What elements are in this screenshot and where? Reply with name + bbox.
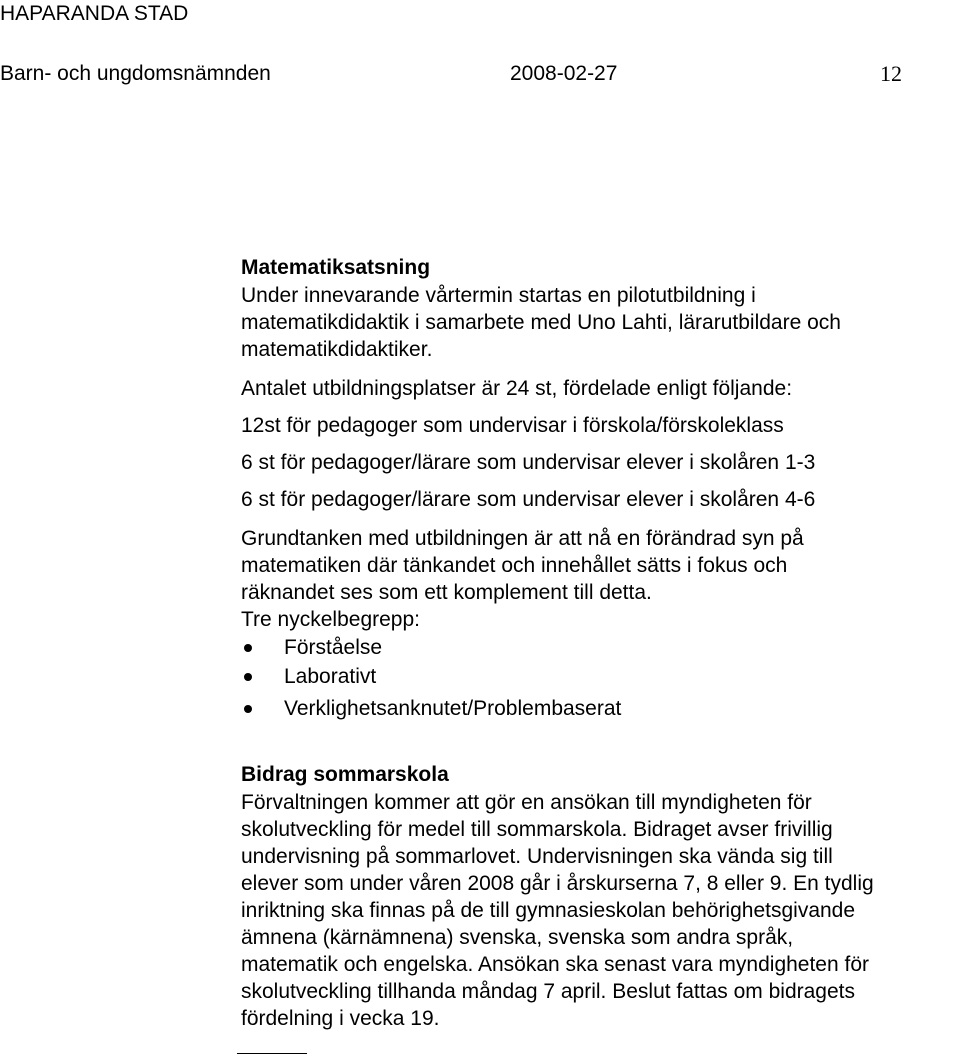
text-line: elever som under våren 2008 går i årskurserna 7, 8 eller 9. En tydlig [241, 872, 874, 895]
list-item [241, 633, 956, 662]
text-line: matematikdidaktiker. [241, 338, 433, 361]
department-name: Barn- och ungdomsnämnden [0, 62, 271, 85]
allocation-intro: Antalet utbildningsplatser är 24 st, fördelade enligt följande: [241, 377, 793, 400]
municipality-name: HAPARANDA STAD [0, 2, 189, 25]
text-line: skolutveckling tillhanda måndag 7 april. Beslut fattas om bidragets [241, 980, 856, 1003]
key-concepts-list [241, 633, 956, 723]
text-line: fördelning i vecka 19. [241, 1007, 440, 1030]
text-line: Under innevarande vårtermin startas en pilotutbildning i [241, 284, 756, 307]
list-item [241, 662, 956, 691]
section-heading-summer-school: Bidrag sommarskola [241, 763, 449, 786]
document-date: 2008-02-27 [510, 62, 618, 85]
allocation-item: 12st för pedagoger som undervisar i förskola/förskoleklass [241, 414, 784, 437]
section-heading-math: Matematiksatsning [241, 256, 431, 279]
intro-paragraph [241, 282, 956, 363]
list-item-label: Laborativt [284, 665, 377, 688]
bullet-icon [244, 705, 252, 713]
idea-paragraph [241, 525, 956, 633]
text-line: inriktning ska finnas på de till gymnasieskolan behörighetsgivande [241, 899, 856, 922]
section-summer-school [241, 761, 956, 1032]
page-number: 12 [880, 61, 902, 86]
text-line: undervisning på sommarlovet. Undervisningen ska vända sig till [241, 845, 833, 868]
allocation-item: 6 st för pedagoger/lärare som undervisar elever i skolåren 1-3 [241, 451, 816, 474]
text-line: skolutveckling för medel till sommarskola. Bidraget avser frivillig [241, 818, 833, 841]
footer-divider [237, 1053, 307, 1054]
text-line: räknandet ses som ett komplement till detta. [241, 581, 652, 604]
list-item [241, 694, 956, 723]
document-body [241, 254, 956, 1032]
key-concepts-label: Tre nyckelbegrepp: [241, 608, 420, 631]
text-line: matematik och engelska. Ansökan ska senast vara myndigheten för [241, 953, 870, 976]
text-line: Förvaltningen kommer att gör en ansökan till myndigheten för [241, 791, 812, 814]
text-line: ämnena (kärnämnena) svenska, svenska som andra språk, [241, 926, 794, 949]
list-item-label: Förståelse [284, 636, 383, 659]
allocation-item: 6 st för pedagoger/lärare som undervisar elever i skolåren 4-6 [241, 488, 816, 511]
text-line: matematiken där tänkandet och innehållet sätts i fokus och [241, 554, 788, 577]
text-line: Grundtanken med utbildningen är att nå en förändrad syn på [241, 527, 804, 550]
summer-school-paragraph [241, 789, 956, 1032]
bullet-icon [244, 673, 252, 681]
section-math-initiative [241, 254, 956, 723]
bullet-icon [244, 644, 252, 652]
list-item-label: Verklighetsanknutet/Problembaserat [284, 697, 622, 720]
text-line: matematikdidaktik i samarbete med Uno Lahti, lärarutbildare och [241, 311, 841, 334]
